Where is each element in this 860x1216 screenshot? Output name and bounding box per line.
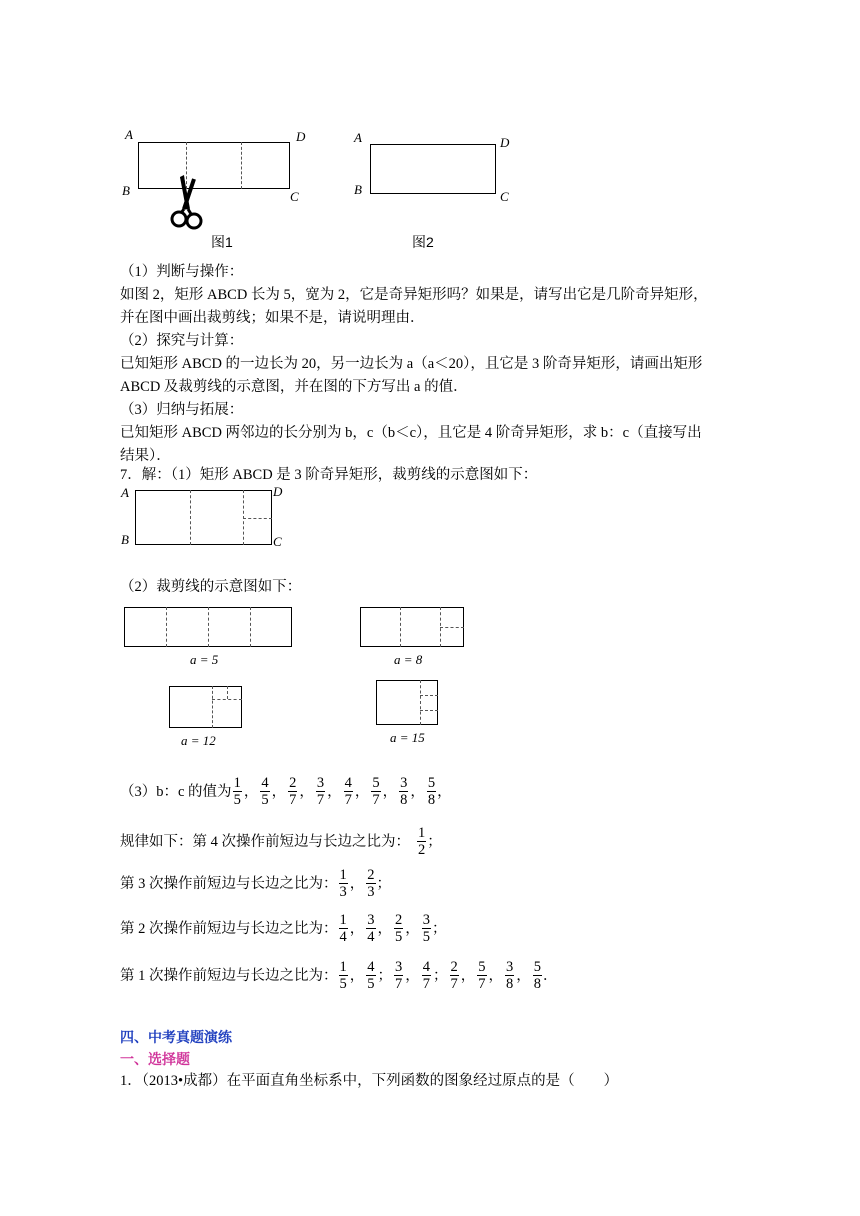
fraction-denominator: 7 [289,792,297,808]
rule-suffix: ； [427,833,442,850]
fraction-denominator: 8 [400,792,408,808]
fraction [417,825,426,858]
fraction-denominator: 4 [339,929,347,945]
step-3-line [120,867,391,900]
fraction-numerator: 4 [422,959,430,975]
rectangle-abcd [370,144,496,194]
fraction [339,959,348,992]
cut-line [420,710,438,711]
fraction [371,775,380,808]
step-3-prefix: 第 3 次操作前短边与长边之比为： [120,875,338,892]
fraction-separator: ， [327,783,342,800]
fraction-numerator: 1 [339,959,347,975]
diagram-a-12 [169,686,249,751]
fraction-list [338,867,377,900]
fraction-numerator: 1 [339,867,347,883]
rule-prefix: 规律如下：第 4 次操作前短边与长边之比为： [120,833,410,850]
fraction-denominator: 7 [450,976,458,992]
diagram-a-8 [360,607,470,672]
label-d: D [500,135,510,150]
label-d: D [296,129,306,144]
label-b: B [122,183,130,198]
q1-line-2: 并在图中画出裁剪线；如果不是，请说明理由． [120,310,425,326]
fraction-denominator: 3 [367,884,375,900]
step-2-suffix: ； [432,920,447,937]
fraction-denominator: 5 [395,929,403,945]
fraction-denominator: 8 [533,976,541,992]
rule-line [120,825,442,858]
q2-heading: （2）探究与计算： [120,333,244,349]
label-c: C [290,189,299,204]
figure-caption: 图1 [211,234,233,250]
fraction-denominator: 4 [367,929,375,945]
fraction-numerator: 3 [422,912,430,928]
rectangle [376,680,438,725]
cut-line [212,699,242,700]
fraction-numerator: 5 [478,959,486,975]
fraction-denominator: 7 [395,976,403,992]
q1-heading: （1）判断与操作： [120,264,244,280]
fraction-denominator: 3 [339,884,347,900]
fraction-separator: ， [488,967,503,984]
solution-line-1: 7．解：（1）矩形 ABCD 是 3 阶奇异矩形，裁剪线的示意图如下： [120,467,538,483]
q3-line-1: 已知矩形 ABCD 两邻边的长分别为 b，c（b＜c），且它是 4 阶奇异矩形，求 b：c（直接写出 [120,425,702,441]
rectangle-abcd [138,142,290,189]
cut-line [250,607,251,647]
fraction-numerator: 5 [427,775,436,791]
figure-2 [350,125,520,250]
fraction-denominator: 8 [427,792,436,808]
fraction [477,959,486,992]
rectangle [169,686,242,728]
fraction-separator: ， [460,967,476,984]
subsection-title: 一、选择题 [120,1051,190,1067]
fraction [533,959,542,992]
fraction [339,867,348,900]
cut-line [190,490,191,545]
fraction-numerator: 2 [367,867,375,883]
question-1: 1．（2013•成都）在平面直角坐标系中，下列函数的图象经过原点的是（ ） [120,1073,619,1089]
figure-caption: 图2 [412,234,434,250]
q2-line-1: 已知矩形 ABCD 的一边长为 20，另一边长为 a（a＜20），且它是 3 阶奇异矩形，请画出矩形 [120,356,703,372]
q2-line-2: ABCD 及裁剪线的示意图，并在图的下方写出 a 的值． [120,379,468,395]
fraction [427,775,436,808]
fraction-numerator: 1 [339,912,347,928]
label-c: C [273,534,282,549]
fraction-numerator: 4 [261,775,269,791]
label-c: C [500,189,509,204]
fraction [394,912,403,945]
fraction [366,912,375,945]
q3-line-2: 结果）． [120,448,171,464]
cut-line [241,142,242,189]
label-a: A [121,485,129,500]
fraction-denominator: 7 [344,792,352,808]
q1-line-1: 如图 2，矩形 ABCD 长为 5，宽为 2，它是奇异矩形吗？如果是，请写出它是几阶奇异矩形， [120,287,708,303]
fraction-denominator: 7 [316,792,325,808]
q3-heading: （3）归纳与拓展： [120,402,244,418]
cut-line [420,695,438,696]
fraction [233,775,242,808]
fraction [260,775,269,808]
fraction-denominator: 5 [339,976,347,992]
diagram-label: a = 5 [190,652,219,667]
fraction-denominator: 5 [261,792,269,808]
fraction-separator: ； [377,967,392,984]
fraction [505,959,514,992]
cut-line [440,627,464,628]
diagram-label: a = 8 [394,652,423,667]
fraction-list [232,775,438,808]
fraction-denominator: 2 [418,842,426,858]
diagram-label: a = 12 [181,733,216,748]
cut-line [227,686,228,699]
fraction [399,775,408,808]
fraction-denominator: 5 [367,976,375,992]
solution-2-heading: （2）裁剪线的示意图如下： [120,579,302,595]
fraction-numerator: 5 [533,959,541,975]
cut-line [212,686,213,728]
fraction-numerator: 3 [367,912,375,928]
fraction-numerator: 1 [233,775,241,791]
fraction-list [416,825,427,858]
cut-line [166,607,167,647]
fraction [394,959,403,992]
fraction-denominator: 7 [478,976,486,992]
fraction-separator: ， [410,783,425,800]
step-1-prefix: 第 1 次操作前短边与长边之比为： [120,967,338,984]
fraction-separator: ， [382,783,398,800]
fraction [344,775,353,808]
fraction-separator: ， [299,783,314,800]
fraction-numerator: 3 [316,775,325,791]
fraction-numerator: 4 [367,959,375,975]
solution-3-line [120,775,452,808]
step-1-line [120,959,558,992]
cut-line [208,607,209,647]
fraction-numerator: 3 [506,959,514,975]
fraction-numerator: 2 [395,912,403,928]
fraction [339,912,348,945]
fraction [422,959,431,992]
label-d: D [273,484,283,499]
fraction-list [338,912,433,945]
fraction-numerator: 4 [344,775,352,791]
fraction-denominator: 7 [372,792,380,808]
step-2-prefix: 第 2 次操作前短边与长边之比为： [120,920,338,937]
label-b: B [121,532,129,547]
fraction [422,912,431,945]
step-2-line [120,912,447,945]
fraction-numerator: 3 [395,959,403,975]
fraction-numerator: 2 [289,775,297,791]
fraction-separator: ， [405,967,420,984]
diagram-label: a = 15 [390,730,425,745]
fraction-numerator: 1 [418,825,426,841]
fraction-numerator: 3 [400,775,408,791]
fraction-numerator: 5 [372,775,380,791]
section-title: 四、中考真题演练 [120,1029,232,1045]
fraction-separator: ， [349,920,365,937]
fraction [366,867,375,900]
fraction-denominator: 8 [506,976,514,992]
figure-1 [120,125,310,250]
label-b: B [354,182,362,197]
scissors-icon [168,175,204,231]
solution-3-prefix: （3）b：c 的值为 [120,783,232,800]
cut-line [400,607,401,647]
diagram-a-15 [376,680,446,745]
fraction [288,775,297,808]
fraction-separator: ， [349,967,365,984]
fraction-separator: ， [516,967,531,984]
fraction-separator: ， [354,783,370,800]
fraction [316,775,325,808]
fraction-separator: ， [271,783,287,800]
fraction [450,959,459,992]
cut-line [420,680,421,725]
fraction-denominator: 5 [233,792,241,808]
fraction-separator: ， [405,920,420,937]
fraction-list [338,959,544,992]
step-3-suffix: ； [376,875,391,892]
fraction-denominator: 7 [422,976,430,992]
label-a: A [354,130,362,145]
solution-3-suffix: ， [437,783,452,800]
fraction-denominator: 5 [422,929,430,945]
fraction-separator: ， [349,875,365,892]
diagram-a-5 [124,607,294,672]
fraction-separator: ， [377,920,392,937]
fraction [366,959,375,992]
fraction-numerator: 2 [450,959,458,975]
label-a: A [125,127,133,142]
fraction-separator: ， [243,783,259,800]
step-1-suffix: ． [543,967,558,984]
cut-line [243,518,272,519]
figure-solution-1 [118,482,298,552]
fraction-separator: ； [433,967,448,984]
